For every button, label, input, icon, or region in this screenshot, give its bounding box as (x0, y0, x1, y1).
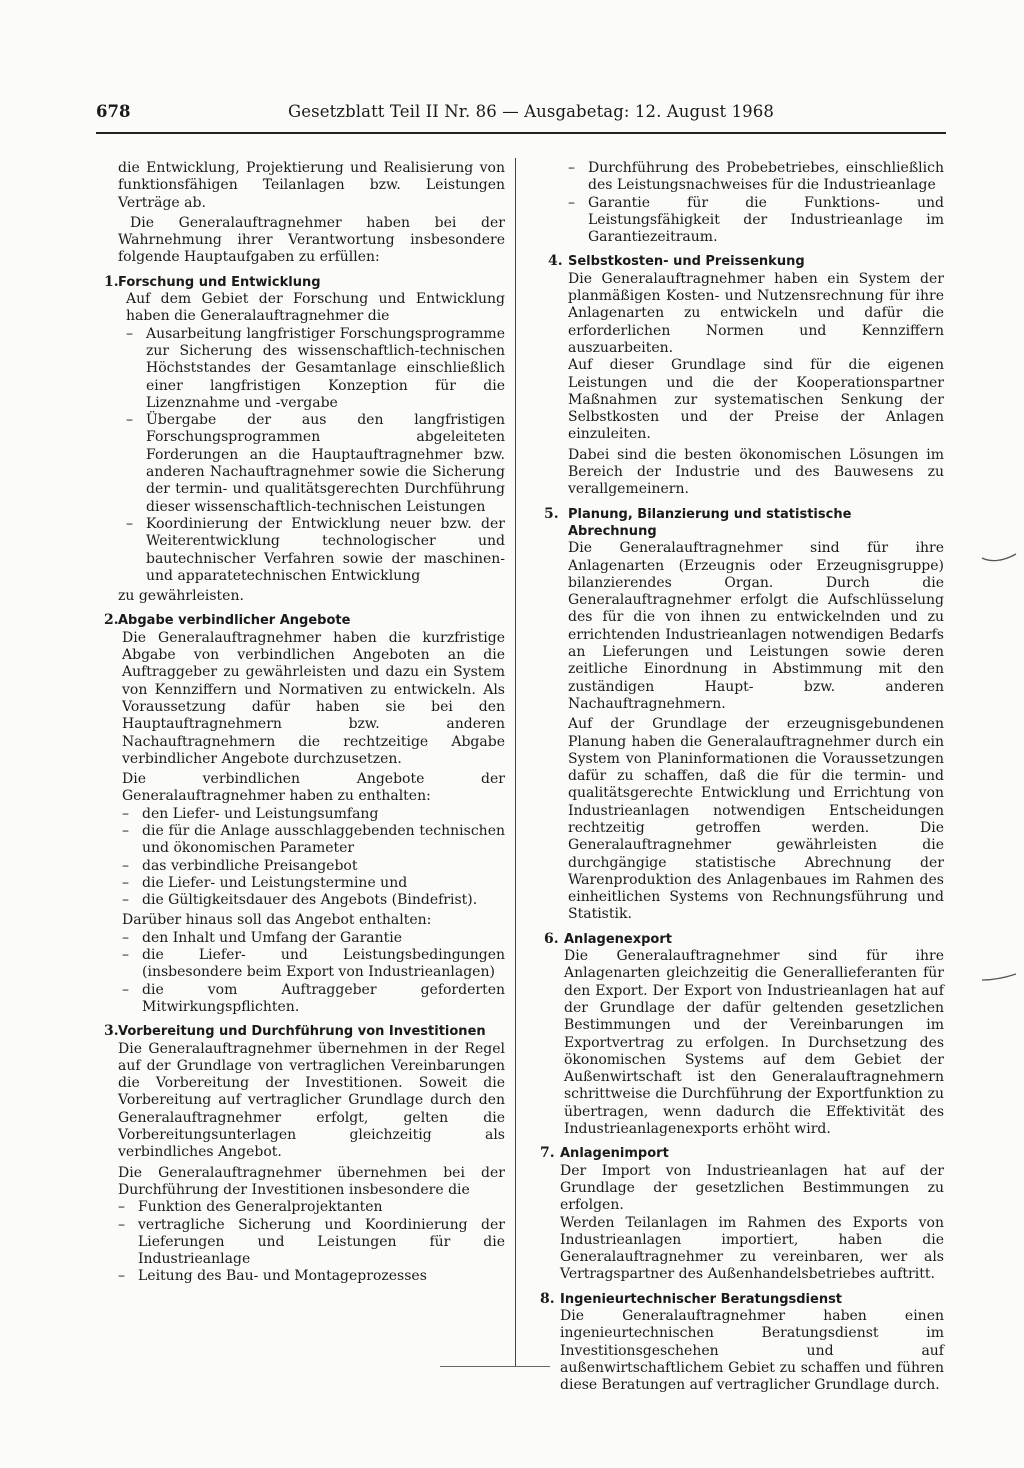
section-title: Planung, Bilanzierung und statistische Abrechnung (568, 506, 852, 539)
section-7 (540, 1145, 944, 1283)
paragraph: Die Generalauftragnehmer sind für ihre Anlagenarten gleichzeitig die Generallieferanten für den Export. Der Export von Industrieanlagen hat auf der Grundlage der dafür geltenden gesetzlichen Bestimmungen und der Vereinbarungen im Exportvertrag zu erfolgen. In Durchsetzung des ökonomischen Systems auf dem Gebiet der Außenwirtschaft ist den Generalauftragnehmern schrittweise die Durchführung der Exportfunktion zu übertragen, wenn dadurch die Effektivität des Industrieanlagenexports erhöht wird. (564, 948, 944, 1138)
list-item: – vertragliche Sicherung und Koordinierung der Lieferungen und Leistungen für die Industrieanlage (118, 1217, 505, 1269)
list-item: – Funktion des Generalprojektanten (118, 1199, 505, 1216)
paragraph: Darüber hinaus soll das Angebot enthalten: (122, 912, 432, 929)
section-2 (104, 612, 505, 1016)
list-item: – den Liefer- und Leistungsumfang (122, 806, 505, 823)
right-column (540, 160, 944, 1394)
paragraph: Die Generalauftragnehmer übernehmen bei der Durchführung der Investitionen insbesondere die (118, 1164, 505, 1198)
list-item: – Übergabe der aus den langfristigen Forschungsprogrammen abgeleiteten Forderungen an die Hauptauftragnehmer bzw. anderen Nachauftragnehmer sowie die Sicherung der termin- und qualitätsgerechten Durchführung dieser wissenschaftlich-technischen Leistungen (126, 412, 505, 516)
page-number: 678 (96, 102, 131, 121)
section-title: Ingenieurtechnischer Beratungsdienst (560, 1291, 843, 1307)
list-item: – die Liefer- und Leistungsbedingungen (insbesondere beim Export von Industrieanlagen) (122, 947, 505, 982)
section-number: 8. (540, 1290, 555, 1307)
section-title: Abgabe verbindlicher Angebote (118, 613, 351, 629)
section-3 (104, 1023, 505, 1285)
paragraph: Die Generalauftragnehmer haben die kurzfristige Abgabe von verbindlichen Angeboten an die Auftraggeber zu gewährleisten und dazu ein System von Kennziffern und Normativen zu entwickeln. Als Voraussetzung dafür haben sie bei den Hauptauftragnehmern bzw. anderen Nachauftragnehmern die rechtzeitige Abgabe verbindlicher Angebote durchzusetzen. (122, 629, 505, 767)
section-number: 7. (540, 1145, 555, 1162)
list-item: – Ausarbeitung langfristiger Forschungsprogramme zur Sicherung des wissenschaftlich-technischen Höchststandes der Gesamtanlage einschließlich einer langfristigen Konzeption für die Lizenznahme und -vergabe (126, 326, 505, 412)
footer-rule (440, 1366, 550, 1367)
paragraph: Werden Teilanlagen im Rahmen des Exports von Industrieanlagen importiert, haben die Generalauftragnehmer zu vereinbaren, wer als Vertragspartner des Außenhandelsbetriebes auftritt. (560, 1214, 944, 1283)
paragraph: Die Generalauftragnehmer haben bei der Wahrnehmung ihrer Verantwortung insbesondere folgende Hauptaufgaben zu erfüllen: (118, 214, 505, 266)
list-item: – die für die Anlage ausschlaggebenden technischen und ökonomischen Parameter (122, 823, 505, 858)
section-6 (544, 931, 944, 1139)
list-item: – die Gültigkeitsdauer des Angebots (Bindefrist). (122, 892, 505, 909)
section-number: 6. (544, 930, 559, 947)
paragraph: Der Import von Industrieanlagen hat auf der Grundlage der gesetzlichen Bestimmungen zu erfolgen. (560, 1162, 944, 1214)
section-1 (104, 273, 505, 606)
paragraph: Die Generalauftragnehmer übernehmen in der Regel auf der Grundlage von vertraglichen Vereinbarungen die Vorbereitung der Investitionen. Soweit die Vorbereitung auf vertraglicher Grundlage durch den Generalauftragnehmer erfolgt, gelten die Vorbereitungsunterlagen gleichzeitig als verbindliches Angebot. (118, 1040, 505, 1161)
margin-mark (980, 968, 1020, 988)
section-title: Vorbereitung und Durchführung von Investitionen (118, 1024, 486, 1040)
paragraph: Auf dem Gebiet der Forschung und Entwicklung haben die Generalauftragnehmer die (126, 291, 505, 325)
list-item: – die Liefer- und Leistungstermine und (122, 875, 505, 892)
paragraph: die Entwicklung, Projektierung und Realisierung von funktionsfähigen Teilanlagen bzw. Leistungen Verträge ab. (118, 160, 505, 211)
paragraph: Die Generalauftragnehmer haben einen ingenieurtechnischen Beratungsdienst im Investitionsgeschehen und auf außenwirtschaftlichem Gebiet zu schaffen und führen diese Beratungen auf vertraglicher Grundlage durch. (560, 1308, 944, 1394)
section-number: 1. (104, 273, 119, 290)
list-item: – Garantie für die Funktions- und Leistungsfähigkeit der Industrieanlage im Garantiezeitraum. (568, 195, 944, 247)
list-item: – Koordinierung der Entwicklung neuer bzw. der Weiterentwicklung technologischer und bautechnischer Verfahren sowie der maschinen- und apparatetechnischen Entwicklung (126, 516, 505, 585)
section-number: 3. (104, 1023, 119, 1040)
paragraph: Auf dieser Grundlage sind für die eigenen Leistungen und die der Kooperationspartner Maßnahmen zur systematischen Senkung der Selbstkosten und der Preise der Anlagen einzuleiten. (568, 357, 944, 443)
left-column (104, 160, 505, 1286)
margin-mark (980, 548, 1020, 568)
section-title: Anlagenexport (564, 931, 672, 947)
section-title: Forschung und Entwicklung (118, 274, 321, 290)
column-divider (515, 158, 516, 1366)
section-5 (544, 506, 944, 924)
paragraph: Die verbindlichen Angebote der Generalauftragnehmer haben zu enthalten: (122, 771, 505, 805)
section-number: 5. (544, 505, 559, 522)
section-title: Selbstkosten- und Preissenkung (568, 254, 805, 270)
section-number: 4. (548, 253, 563, 270)
paragraph: Dabei sind die besten ökonomischen Lösungen im Bereich der Industrie und des Bauwesens zu verallgemeinern. (568, 446, 944, 498)
section-number: 2. (104, 612, 119, 629)
paragraph: Die Generalauftragnehmer haben ein System der planmäßigen Kosten- und Nutzensrechnung für ihre Anlagenarten zu entwickeln und dafür die erforderlichen Normen und Kennziffern auszuarbeiten. (568, 270, 944, 356)
list-item: – die vom Auftraggeber geforderten Mitwirkungspflichten. (122, 982, 505, 1017)
running-title: Gesetzblatt Teil II Nr. 86 — Ausgabetag: 12. August 1968 (288, 102, 774, 121)
section-4 (544, 253, 944, 498)
list-item: – Durchführung des Probebetriebes, einschließlich des Leistungsnachweises für die Industrieanlage (568, 160, 944, 195)
list-item: – Leitung des Bau- und Montageprozesses (118, 1268, 505, 1285)
paragraph: Die Generalauftragnehmer sind für ihre Anlagenarten (Erzeugnis oder Erzeugnisgruppe) bilanzierendes Organ. Durch die Generalauftragnehmer erfolgt die Aufschlüsselung des für die von ihnen zu entwickelnden und zu errichtenden Industrieanlagen notwendigen Bedarfs an Lieferungen und Leistungen sowie deren zeitliche Einordnung in Abstimmung mit den zuständigen Haupt- bzw. anderen Nachauftragnehmern. (568, 540, 944, 712)
section-8 (540, 1290, 944, 1395)
list-item: – das verbindliche Preisangebot (122, 858, 505, 875)
paragraph: zu gewährleisten. (118, 588, 244, 605)
header-rule (96, 132, 946, 134)
paragraph: Auf der Grundlage der erzeugnisgebundenen Planung haben die Generalauftragnehmer durch ein System von Planinformationen die Voraussetzungen dafür zu schaffen, daß die für die termin- und qualitätsgerechte Entwicklung und Errichtung von Industrieanlagen notwendigen Entscheidungen rechtzeitig getroffen werden. Die Generalauftragnehmer gewährleisten die durchgängige statistische Abrechnung der Warenproduktion des Anlagenbaues im Rahmen des einheitlichen Systems von Rechnungsführung und Statistik. (568, 716, 944, 923)
page-header (96, 102, 944, 130)
list-item: – den Inhalt und Umfang der Garantie (122, 930, 505, 947)
section-title: Anlagenimport (560, 1146, 669, 1162)
